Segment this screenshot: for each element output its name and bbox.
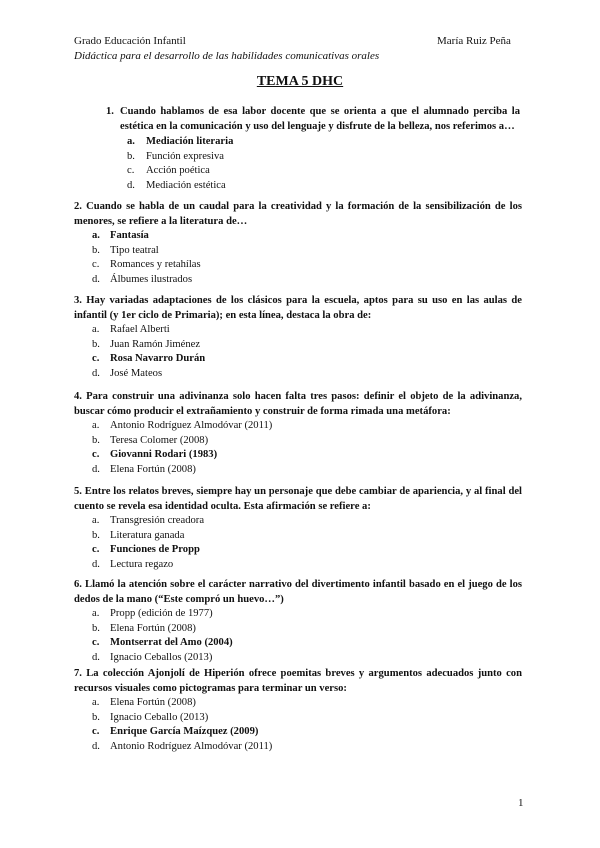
question-6 (74, 577, 522, 607)
question-3 (74, 293, 522, 323)
option-2d: d. Álbumes ilustrados (92, 273, 193, 285)
question-3-options (92, 323, 205, 381)
option-6a: a. Propp (edición de 1977) (92, 608, 213, 619)
question-7 (74, 666, 522, 696)
option-5a: a. Transgresión creadora (92, 515, 205, 526)
question-4 (74, 389, 522, 419)
question-3-text: 3. Hay variadas adaptaciones de los clásicos para la escuela, aptos para su uso en las aulas de infantil (y 1er ciclo de Primaria); en esta línea, destaca la obra de: (74, 295, 522, 321)
question-5-text: 5. Entre los relatos breves, siempre hay un personaje que debe cambiar de apariencia, y al final del cuento se revela esa identidad oculta. Esta afirmación se refiere a: (74, 486, 522, 512)
option-5c: c. Funciones de Propp (92, 544, 200, 556)
question-1-options (127, 135, 233, 193)
option-6b: b. Elena Fortún (2008) (92, 622, 196, 634)
option-2a: a. Fantasía (92, 230, 149, 241)
option-6d: d. Ignacio Ceballos (2013) (92, 651, 213, 663)
question-1-text: Cuando hablamos de esa labor docente que se orienta a que el alumnado perciba la estética en la comunicación y uso del lenguaje y disfrute de la belleza, nos referimos a… (120, 106, 520, 132)
option-3a: a. Rafael Alberti (92, 324, 170, 335)
option-6c: c. Montserrat del Amo (2004) (92, 637, 233, 649)
question-1-number: 1. (106, 106, 114, 117)
question-4-options (92, 419, 272, 477)
option-2b: b. Tipo teatral (92, 244, 159, 256)
header-subject: Didáctica para el desarrollo de las habilidades comunicativas orales (74, 50, 380, 62)
option-2c: c. Romances y retahílas (92, 259, 201, 271)
option-4b: b. Teresa Colomer (2008) (92, 434, 209, 446)
option-7a: a. Elena Fortún (2008) (92, 697, 196, 708)
question-4-text: 4. Para construir una adivinanza solo hacen falta tres pasos: definir el objeto de la adivinanza, buscar cómo producir el extrañamiento y construir de forma rimada una metáfora: (74, 391, 522, 417)
option-3c: c. Rosa Navarro Durán (92, 353, 206, 365)
question-6-text: 6. Llamó la atención sobre el carácter narrativo del divertimento infantil basado en el juego de los dedos de la mano (“Este compró un huevo…”) (74, 579, 522, 605)
page-number: 1 (518, 797, 524, 809)
question-2-text: 2. Cuando se habla de un caudal para la creatividad y la formación de la sensibilización de los menores, se refiere a la literatura de… (74, 201, 522, 227)
option-1a: a. Mediación literaria (127, 136, 234, 147)
question-7-options (92, 696, 272, 754)
option-4a: a. Antonio Rodríguez Almodóvar (2011) (92, 420, 273, 431)
option-4d: d. Elena Fortún (2008) (92, 463, 196, 475)
option-4c: c. Giovanni Rodari (1983) (92, 449, 218, 461)
page-title: TEMA 5 DHC (256, 74, 344, 89)
option-1c: c. Acción poética (127, 165, 210, 177)
question-5-options (92, 514, 204, 572)
option-1b: b. Función expresiva (127, 150, 224, 162)
option-3b: b. Juan Ramón Jiménez (92, 338, 201, 350)
option-1d: d. Mediación estética (127, 179, 226, 191)
question-1 (106, 104, 520, 134)
question-5 (74, 484, 522, 514)
question-2 (74, 199, 522, 229)
header-author: María Ruiz Peña (437, 35, 511, 47)
header-program: Grado Educación Infantil (74, 35, 186, 47)
option-5d: d. Lectura regazo (92, 558, 174, 570)
question-6-options (92, 607, 233, 665)
option-7d: d. Antonio Rodríguez Almodóvar (2011) (92, 740, 273, 752)
option-5b: b. Literatura ganada (92, 529, 185, 541)
option-3d: d. José Mateos (92, 367, 163, 379)
option-7b: b. Ignacio Ceballo (2013) (92, 711, 209, 723)
question-7-text: 7. La colección Ajonjolí de Hiperión ofrece poemitas breves y argumentos adecuados junto con recursos visuales como pictogramas para terminar un verso: (74, 668, 522, 694)
question-2-options (92, 229, 201, 287)
option-7c: c. Enrique García Maízquez (2009) (92, 726, 259, 738)
